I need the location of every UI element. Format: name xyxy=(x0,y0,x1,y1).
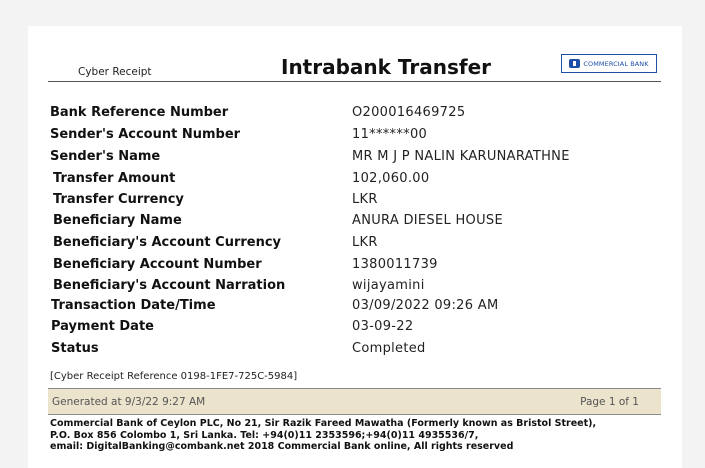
field-label: Transaction Date/Time xyxy=(51,298,216,313)
page-number: Page 1 of 1 xyxy=(580,396,639,408)
field-value: Completed xyxy=(352,341,426,356)
field-label: Beneficiary Account Number xyxy=(53,257,262,272)
field-label: Transfer Amount xyxy=(53,171,176,186)
cyber-receipt-reference: [Cyber Receipt Reference 0198-1FE7-725C-5984] xyxy=(50,371,298,382)
field-value: ANURA DIESEL HOUSE xyxy=(352,213,503,228)
field-label: Transfer Currency xyxy=(53,192,184,207)
footer-line: email: DigitalBanking@combank.net 2018 Commercial Bank online, All rights reserved xyxy=(50,441,514,452)
field-label: Bank Reference Number xyxy=(50,105,229,120)
field-value: MR M J P NALIN KARUNARATHNE xyxy=(352,149,570,164)
field-label: Beneficiary's Account Narration xyxy=(53,278,286,293)
footer-address xyxy=(50,418,596,453)
field-label: Beneficiary's Account Currency xyxy=(53,235,282,250)
field-value: 03-09-22 xyxy=(352,319,414,334)
field-value: 11******00 xyxy=(352,127,428,142)
footer-line: P.O. Box 856 Colombo 1, Sri Lanka. Tel: +94(0)11 2353596;+94(0)11 4935536/7, xyxy=(50,429,479,441)
field-label: Payment Date xyxy=(51,319,154,334)
field-value: 1380011739 xyxy=(352,257,438,272)
field-value: 102,060.00 xyxy=(352,171,430,186)
field-value: LKR xyxy=(352,192,378,207)
bank-logo xyxy=(561,54,657,73)
field-label: Sender's Name xyxy=(50,149,161,164)
bank-logo-icon xyxy=(569,59,580,68)
field-value: LKR xyxy=(352,235,378,250)
footer-line: Commercial Bank of Ceylon PLC, No 21, Sir Razik Fareed Mawatha (Formerly known as Bristol Street), xyxy=(50,418,597,429)
field-value: 03/09/2022 09:26 AM xyxy=(352,298,499,313)
field-label: Sender's Account Number xyxy=(50,127,241,142)
generation-bar xyxy=(48,388,661,415)
field-value: wijayamini xyxy=(352,278,425,293)
page-title: Intrabank Transfer xyxy=(281,55,491,79)
field-label: Status xyxy=(51,341,99,356)
bank-logo-text: COMMERCIAL BANK xyxy=(583,59,649,68)
field-label: Beneficiary Name xyxy=(53,213,182,228)
header-divider xyxy=(48,81,661,82)
receipt-type-label: Cyber Receipt xyxy=(78,66,152,78)
field-value: O200016469725 xyxy=(352,105,466,120)
receipt-page xyxy=(28,26,682,468)
generated-at: Generated at 9/3/22 9:27 AM xyxy=(52,396,206,408)
